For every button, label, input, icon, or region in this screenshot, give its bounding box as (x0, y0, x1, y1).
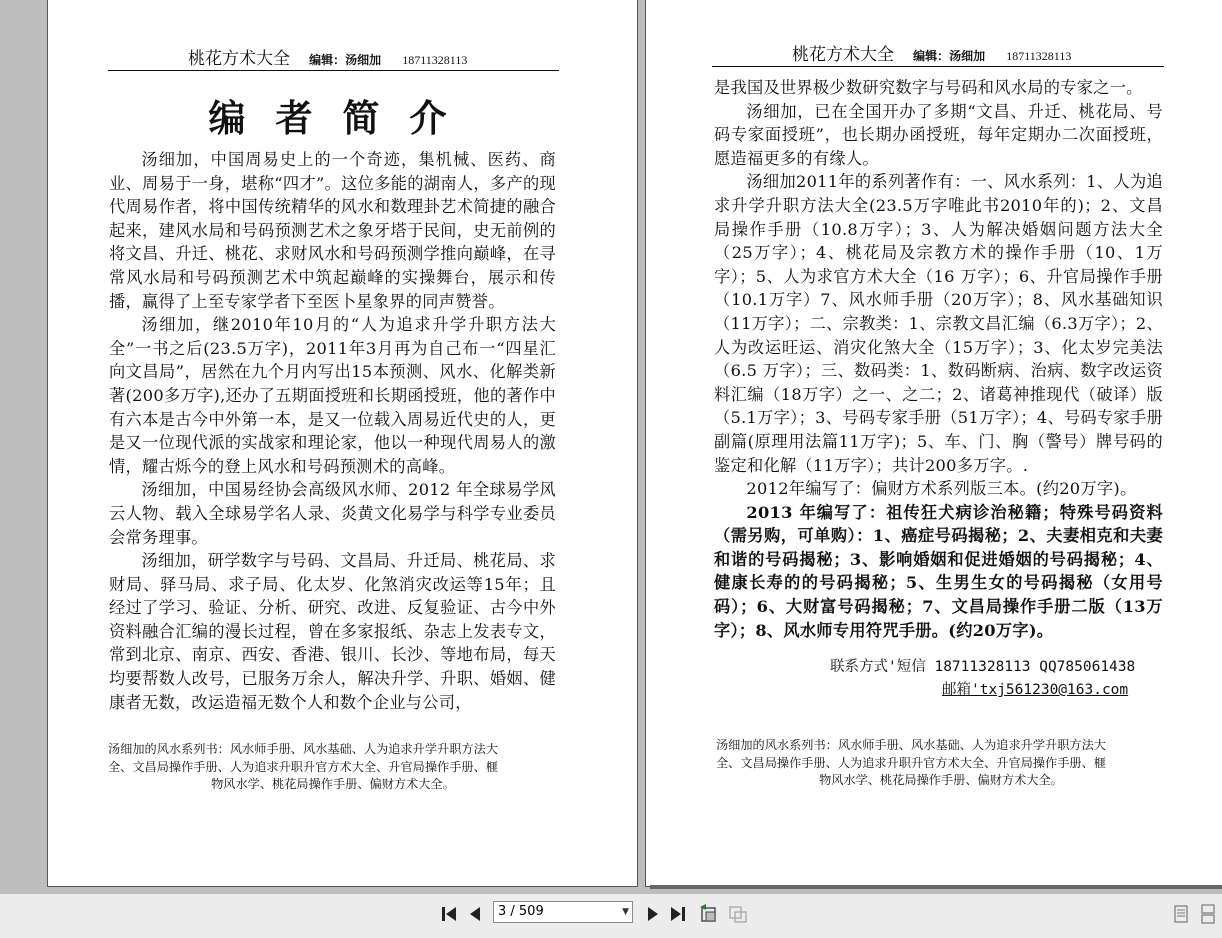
left-footnote (108, 741, 558, 794)
header-editor: 编辑：汤细加 (913, 49, 986, 63)
header-phone: 18711328113 (1006, 49, 1072, 63)
two-page-icon[interactable] (1198, 904, 1218, 924)
page-header (712, 40, 1164, 67)
footnote-line: 全、文昌局操作手册、人为追求升职升官方术大全、升官局操作手册、榧 (716, 755, 1106, 770)
paragraph: 是我国及世界极少数研究数字与号码和风水局的专家之一。 (714, 78, 1143, 97)
page-title: 编者简介 (208, 96, 477, 140)
footnote-line: 全、文昌局操作手册、人为追求升职升官方术大全、升官局操作手册、榧 (108, 759, 498, 774)
left-body (109, 148, 556, 714)
header-title: 桃花方术大全 (792, 45, 894, 65)
header-phone: 18711328113 (402, 53, 468, 67)
page-right (646, 0, 1222, 886)
page-number-value: 3 / 509 (498, 904, 544, 919)
contact-info (830, 655, 1135, 699)
paragraph: 汤细加，继2010年10月的“人为追求升学升职方法大全”一书之后(23.5万字)，2011年3月再为自己布一“四星汇向文昌局”，居然在九个月内写出15本预测、风水、化解类新著(200多万字),还办了五期面授班和长期函授班，他的著作中有六本是古今中外第一本，是又一位载入周易近代史的人，更是又一位现代派的实战家和理论家，他以一种现代周易人的激情，耀古烁今的登上风水和号码预测术的高峰。 (109, 315, 556, 476)
paragraph: 汤细加，中国易经协会高级风水师、2012 年全球易学风云人物、载入全球易学名人录、炎黄文化易学与科学专业委员会常务理事。 (109, 480, 556, 547)
go-back-icon[interactable] (698, 904, 718, 924)
contact-email: 邮箱'txj561230@163.com (942, 682, 1129, 698)
previous-page-icon[interactable] (466, 904, 486, 924)
paragraph: 汤细加，中国周易史上的一个奇迹，集机械、医药、商业、周易于一身，堪称“四才”。这位多能的湖南人，多产的现代周易作者，将中国传统精华的风水和数理卦艺术简捷的融合起来，建风水局和号码预测艺术之象牙塔于民间，史无前例的将文昌、升迁、桃花、求财风水和号码预测学推向巅峰，在寻常风水局和号码预测艺术中筑起巅峰的实操舞台，展示和传播，赢得了上至专家学者下至医卜星象界的同声赞誉。 (109, 150, 556, 311)
right-footnote (716, 737, 1166, 790)
chevron-down-icon: ▼ (622, 907, 629, 917)
paragraph: 汤细加2011年的系列著作有：一、风水系列：1、人为追求升学升职方法大全(23.5万字唯此书2010年的)；2、文昌局操作手册（10.8万字）；3、人为解决婚姻问题方法大全（25万字）；4、桃花局及宗教方术的操作手册（10、1万字）；5、人为求官方术大全（16 万字）；6、升官局操作手册（10.1万字）7、风水师手册（20万字）；8、风水基础知识（11万字）；二、宗教类：1、宗教文昌汇编（6.3万字）；2、人为改运旺运、消灾化煞大全（15万字）；3、化太岁完美法（6.5 万字）；三、数码类：1、数码断病、治病、数字改运资料汇编（18万字）之一、之二；2、诸葛神推现代（破译）版（5.1万字）；3、号码专家手册（51万字）；4、号码专家手册副篇(原理用法篇11万字)；5、车、门、胸（警号）牌号码的鉴定和化解（11万字）；共计200多万字。. (714, 172, 1163, 475)
page-number-select[interactable] (493, 901, 633, 923)
header-editor: 编辑：汤细加 (309, 53, 382, 67)
page-header (108, 44, 559, 71)
last-page-icon[interactable] (668, 904, 688, 924)
paragraph: 2013 年编写了：祖传狂犬病诊治秘籍；特殊号码资料（需另购，可单购）：1、癌症号码揭秘；2、夫妻相克和夫妻和谐的号码揭秘；3、影响婚姻和促进婚姻的号码揭秘；4、健康长寿的的号码揭秘；5、生男生女的号码揭秘（女用号码）；6、大财富号码揭秘；7、文昌局操作手册二版（13万字）；8、风水师专用符咒手册。(约20万字)。 (714, 502, 1163, 640)
header-title: 桃花方术大全 (188, 49, 290, 69)
footnote-line: 汤细加的风水系列书：风水师手册、风水基础、人为追求升学升职方法大 (108, 742, 498, 756)
footnote-line: 物风水学、桃花局操作手册、偏财方术大全。 (211, 777, 455, 791)
first-page-icon[interactable] (439, 904, 459, 924)
paragraph: 2012年编写了：偏财方术系列版三本。(约20万字)。 (746, 479, 1137, 499)
contact-line: 联系方式'短信 18711328113 QQ785061438 (830, 659, 1136, 675)
single-page-icon[interactable] (1171, 904, 1191, 924)
next-page-icon[interactable] (642, 904, 662, 924)
navigation-toolbar (0, 893, 1222, 938)
go-forward-icon[interactable] (728, 904, 748, 924)
right-body (714, 76, 1163, 642)
paragraph: 汤细加，研学数字与号码、文昌局、升迁局、桃花局、求财局、驿马局、求子局、化太岁、化煞消灾改运等15年；且经过了学习、验证、分析、研究、改进、反复验证、古今中外资料融合汇编的漫长过程，曾在多家报纸、杂志上发表专文，常到北京、南京、西安、香港、银川、长沙、等地布局，每天均要帮数人改号，已服务万余人，解决升学、升职、婚姻、健康者无数，改运造福无数个人和数个企业与公司， (109, 551, 556, 712)
footnote-line: 汤细加的风水系列书：风水师手册、风水基础、人为追求升学升职方法大 (716, 738, 1106, 752)
paragraph: 汤细加，已在全国开办了多期“文昌、升迁、桃花局、号码专家面授班”，也长期办函授班，每年定期办二次面授班，愿造福更多的有缘人。 (714, 101, 1163, 168)
page-left (48, 0, 637, 886)
page-edge (650, 885, 1222, 889)
footnote-line: 物风水学、桃花局操作手册、偏财方术大全。 (819, 773, 1063, 787)
